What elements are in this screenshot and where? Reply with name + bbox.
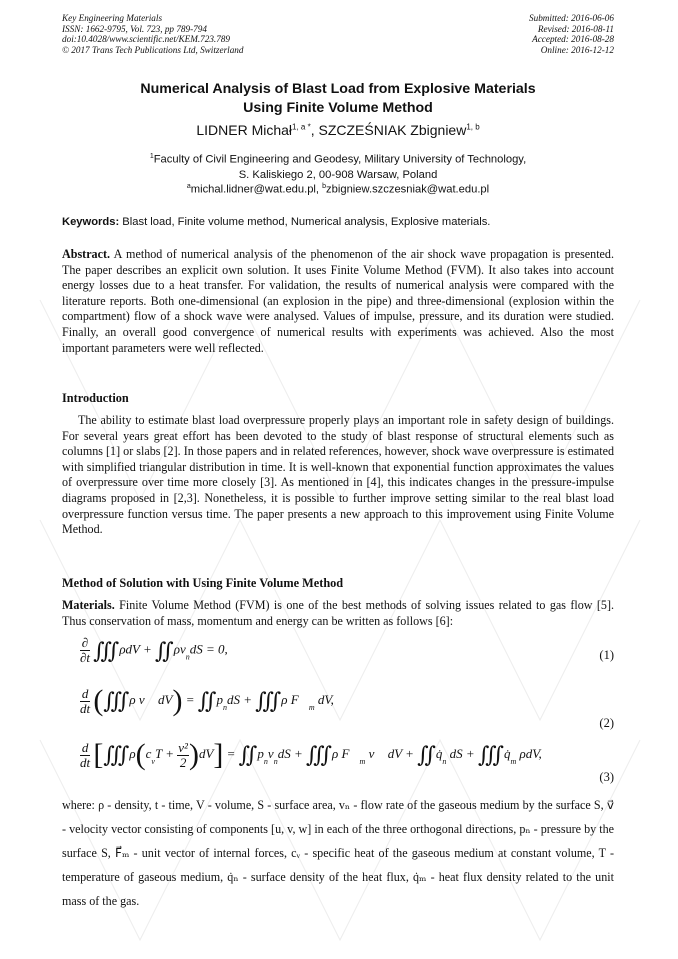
revised-date: Revised: 2016-08-11 — [537, 23, 614, 34]
authors — [62, 122, 614, 138]
title-line-1: Numerical Analysis of Blast Load from Explosive Materials — [140, 81, 536, 97]
equation-3: $\frac{d}{dt}$ [∭ $\rho(c_vT$ + $\frac{\text{v²}}{2}$ )dV] = ∬ $p_nv_ndS$ + ∭ ρ $F⃗_m$ v⃗ dV + ∬ $q̇_n$ dS + ∭ $q̇_m$ ρdV, — [80, 738, 542, 771]
affil-line-2: S. Kaliskiego 2, 00-908 Warsaw, Poland — [238, 168, 438, 181]
title-line-2: Using Finite Volume Method — [243, 100, 433, 116]
journal-name: Key Engineering Materials — [62, 13, 163, 23]
journal-header-right — [529, 13, 614, 55]
intro-heading: Introduction — [62, 391, 129, 405]
online-date: Online: 2016-12-12 — [540, 44, 614, 55]
author-1: LIDNER Michał — [196, 122, 293, 138]
email-b-sup: b — [322, 183, 327, 190]
author-2-sup: 1, b — [466, 122, 480, 132]
abstract — [62, 247, 614, 356]
keywords — [62, 216, 614, 228]
author-1-sup: 1, a * — [292, 122, 311, 132]
author-2: SZCZEŚNIAK Zbigniew — [318, 122, 467, 138]
email-b[interactable]: zbigniew.szczesniak@wat.edu.pl — [326, 183, 490, 196]
accepted-date: Accepted: 2016-08-28 — [532, 34, 614, 45]
equation-3-number: (3) — [599, 770, 614, 784]
equation-1-number: (1) — [599, 648, 614, 662]
emails — [62, 183, 614, 196]
variable-definitions: where: ρ - density, t - time, V - volume, S - surface area, vₙ - flow rate of the gaseous medium by the surface S, v⃗ - velocity vector consisting of components [u, v, w] in each of the three orthogonal directions, pₙ - pressure by the surface S, F⃗ₘ - unit vector of internal forces, cᵥ - specific heat of the gaseous medium at constant volume, T - temperature of gaseous medium, q̇ₙ - surface density of the heat flux, q̇ₘ - heat flux density related to the unit mass of the gas. — [62, 798, 614, 908]
copyright: © 2017 Trans Tech Publications Ltd, Switzerland — [62, 44, 244, 55]
email-a[interactable]: michal.lidner@wat.edu.pl, — [190, 183, 323, 196]
issn: ISSN: 1662-9795, Vol. 723, pp 789-794 — [62, 23, 207, 34]
abstract-label: Abstract. — [62, 247, 111, 261]
intro-text: The ability to estimate blast load overpressure properly plays an important role in safety design of buildings. For several years great effort has been devoted to the study of blast response of structural elements such as columns [1] or slabs [2]. In those papers and in related references, however, shock wave overpressure is estimated with simplified triangular distribution in time. It is well-known that exponential function approximates the values of overpressure over time more closely [3]. As mentioned in [4], this indicates changes in the pressure-impulse diagrams proposed in [2,3]. Nonetheless, it is possible to further improve setting similar to the real blast load overpressure function versus time. The paper presents a new approach to this improvement using Finite Volume Method. — [62, 413, 614, 537]
submitted-date: Submitted: 2016-06-06 — [529, 13, 614, 23]
author-separator: , — [310, 122, 319, 138]
affil-sup: 1 — [149, 153, 154, 160]
materials-paragraph — [62, 598, 614, 629]
paper-title — [62, 80, 614, 118]
materials-text: Finite Volume Method (FVM) is one of the best methods of solving issues related to gas flow [5]. Thus conservation of mass, momentum and energy can be written as follows [6]: — [62, 598, 614, 628]
journal-header-left — [62, 13, 243, 55]
abstract-text: A method of numerical analysis of the phenomenon of the air shock wave propagation is presented. The paper describes an explicit own solution. It uses Finite Volume Method (FVM). It also takes into account energy losses due to a heat transfer. For validation, the results of numerical analysis were compared with the literature reports. Both one-dimensional (an explosion in the pipe) and three-dimensional (explosion within the compartment) flow of a shock wave were analysed. Values of impulse, pressure, and its duration were studied. Finally, an overall good convergence of numerical results with experiments was achieved. Also the most important parameters were well reflected. — [62, 247, 614, 355]
affil-line-1: Faculty of Civil Engineering and Geodesy, Military University of Technology, — [153, 153, 527, 166]
equation-2-number: (2) — [599, 716, 614, 730]
keywords-label: Keywords: — [62, 216, 120, 228]
equation-2: $\frac{d}{dt}$ (∭ ρ v⃗ dV) = ∬ $p_ndS$ + ∭ ρ $F⃗_m$ dV, — [80, 684, 334, 717]
method-heading: Method of Solution with Using Finite Volume Method — [62, 576, 344, 590]
doi: doi:10.4028/www.scientific.net/KEM.723.789 — [62, 34, 230, 45]
affiliation — [62, 149, 614, 183]
equation-1: $\frac{\partial}{\partial t}$ ∭ ρdV + ∬ $\rho v_ndS = 0$, — [80, 635, 228, 665]
materials-label: Materials. — [62, 598, 115, 612]
keywords-text: Blast load, Finite volume method, Numerical analysis, Explosive materials. — [119, 216, 491, 228]
email-a-sup: a — [186, 183, 191, 190]
